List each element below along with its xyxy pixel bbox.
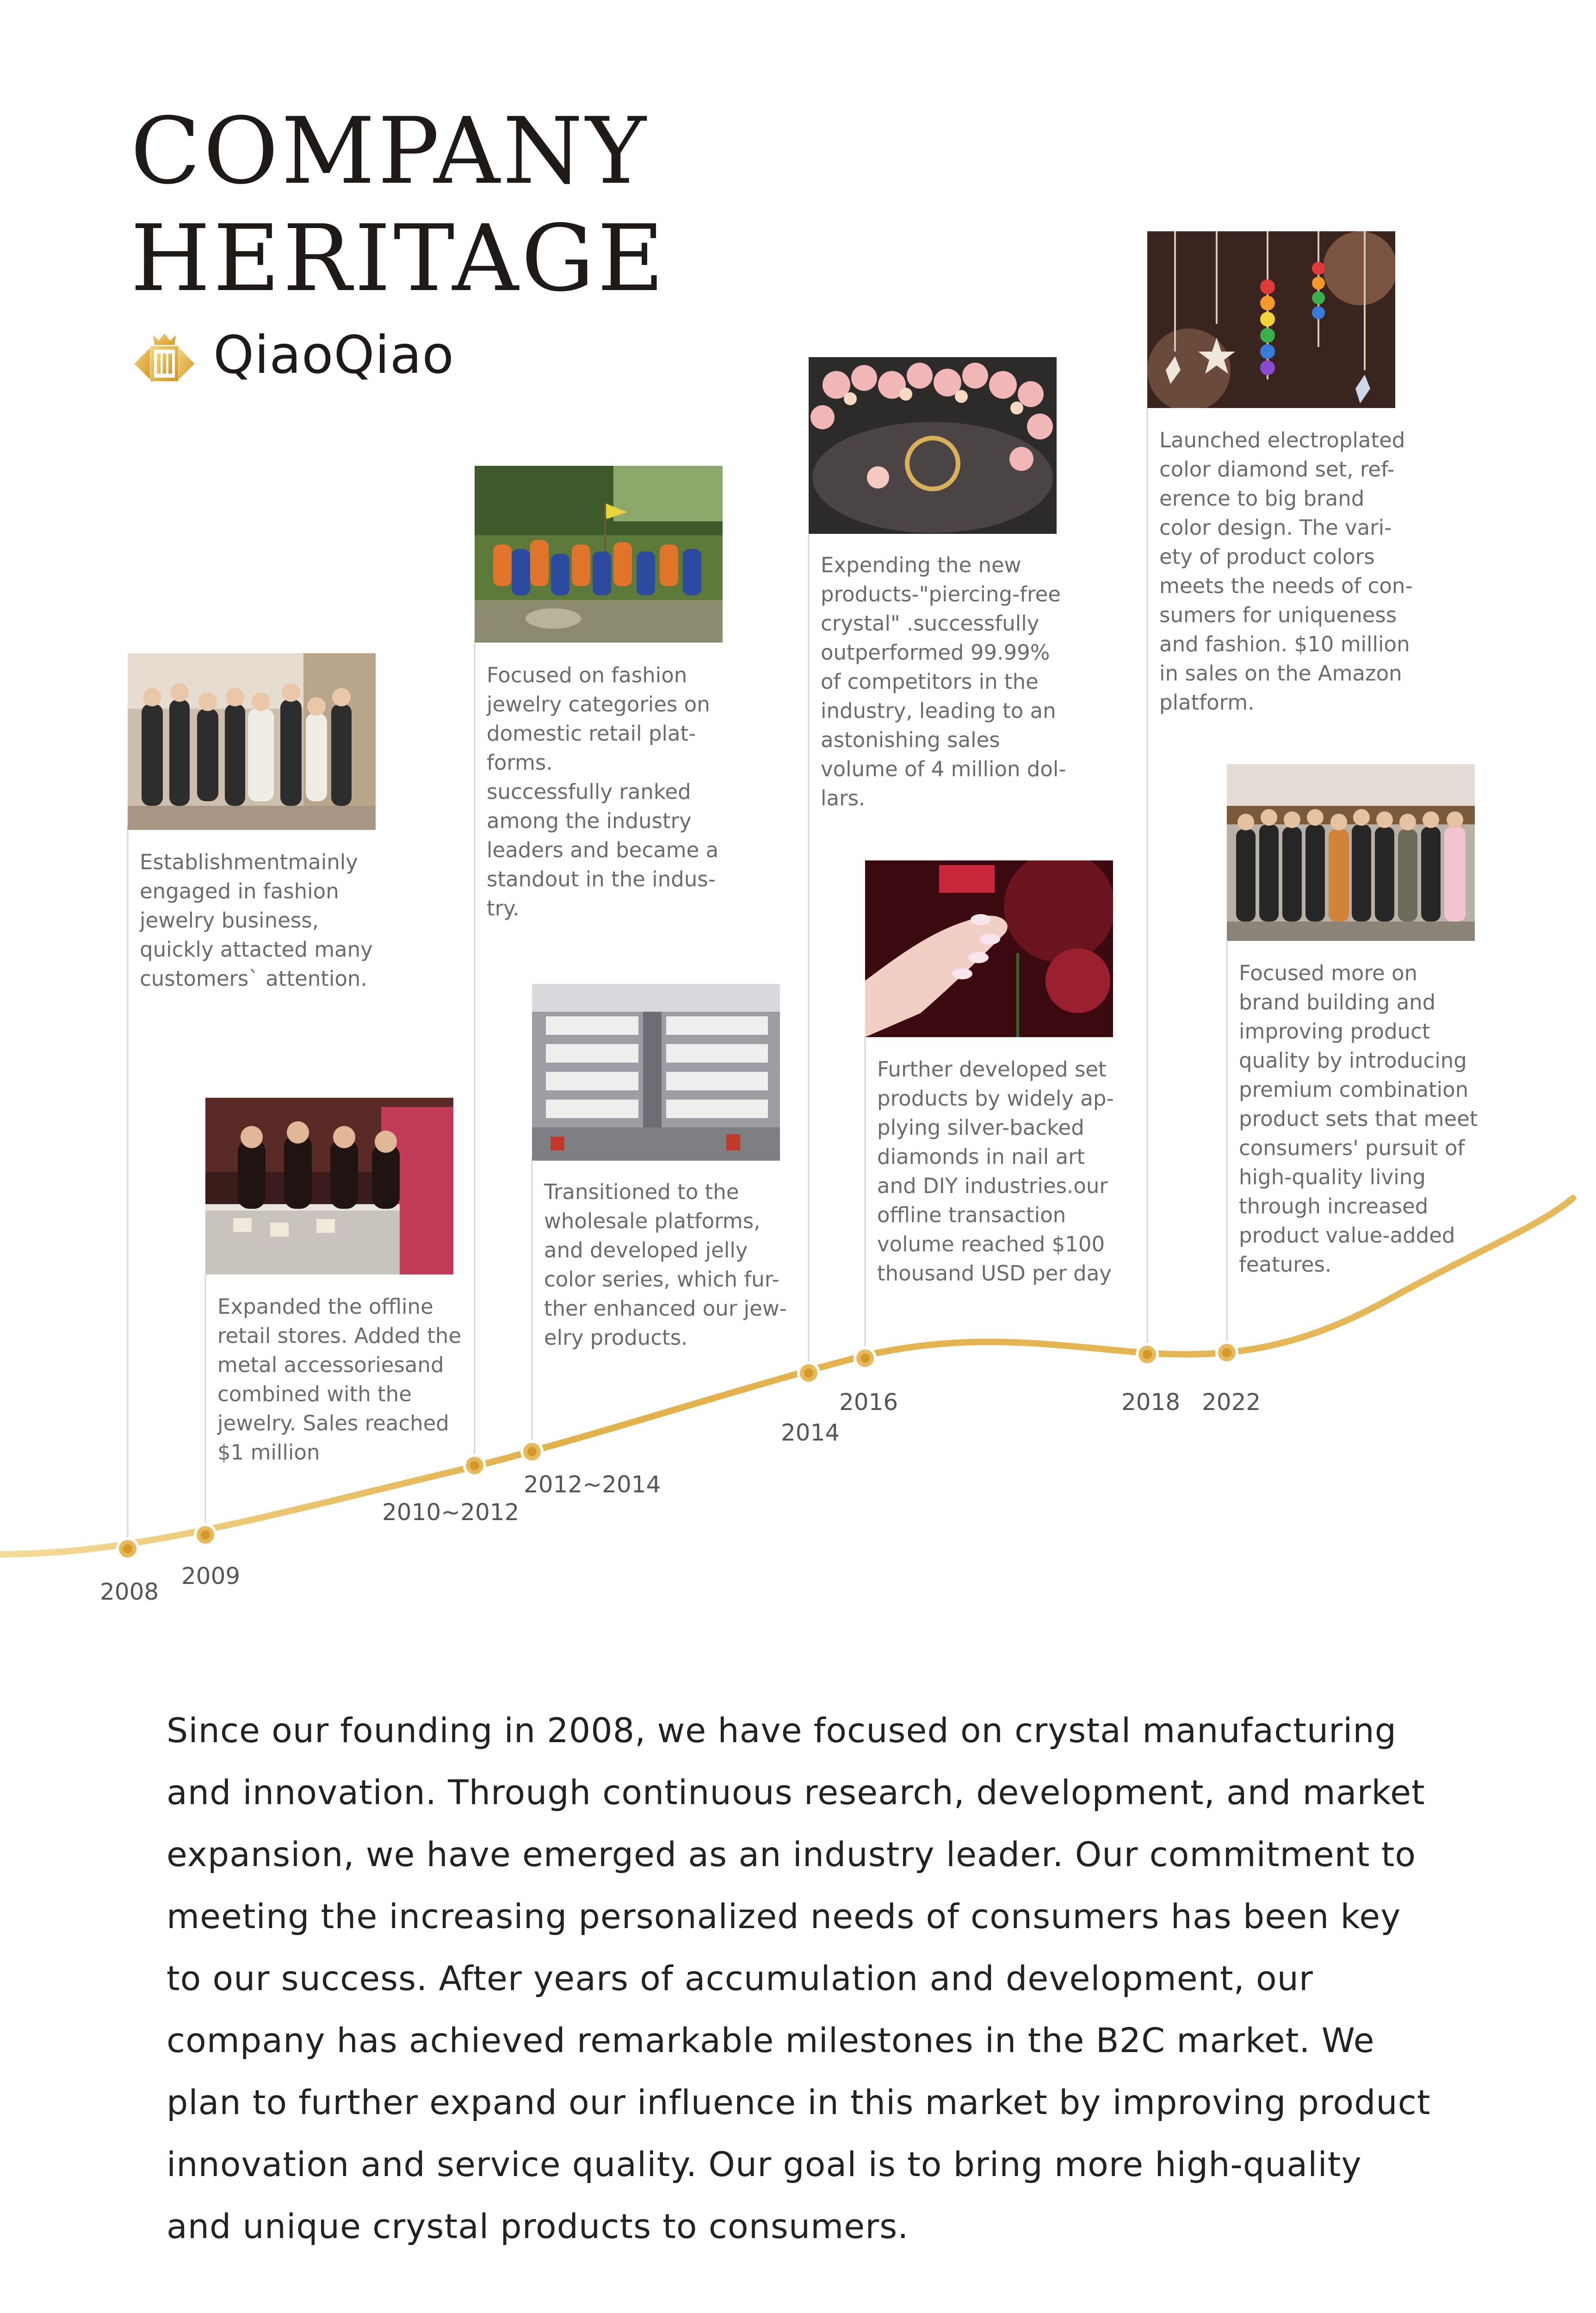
year-label-2012-2014: 2012~2014 bbox=[524, 1471, 661, 1498]
retail-store-counter-photo bbox=[205, 1098, 453, 1274]
dot-2009 bbox=[195, 1525, 216, 1545]
year-label-2016: 2016 bbox=[839, 1389, 898, 1416]
nail-art-photo bbox=[865, 860, 1113, 1037]
dot-2012 bbox=[522, 1441, 542, 1462]
company-team-photo bbox=[1227, 764, 1475, 941]
dot-2014 bbox=[798, 1363, 819, 1383]
outdoor-team-photo bbox=[475, 466, 723, 643]
milestone-2012-2014-description: Transitioned to the wholesale platforms, and developed jelly color series, which fur- ther enhanced our jew- elry products. bbox=[544, 1180, 787, 1350]
year-label-2010-2012: 2010~2012 bbox=[382, 1499, 520, 1526]
milestone-2022-description: Focused more on brand building and improving product quality by introducing premium combination product sets that meet consumers' pursuit of high-quality living through increased product value-added features. bbox=[1239, 961, 1478, 1277]
page-title-line-1: COMPANY bbox=[130, 98, 649, 204]
dot-2008 bbox=[118, 1539, 138, 1559]
milestone-2009-description: Expanded the offline retail stores. Added the metal accessoriesand combined with the jewelry. Sales reached $1 million bbox=[217, 1294, 462, 1465]
brand-name: QiaoQiao bbox=[213, 325, 454, 385]
milestone-2016-description: Further developed set products by widely ap- plying silver-backed diamonds in nail art and DIY industries.our offline transaction volume reached $100 thousand USD per day bbox=[877, 1057, 1114, 1286]
milestone-2010-2012-description: Focused on fashion jewelry categories on domestic retail plat- forms. successfully ranked among the industry leaders and became a standout in the indus- try. bbox=[487, 663, 719, 921]
milestone-2014-description: Expending the new products-"piercing-free crystal" .successfully outperformed 99.99% of competitors in the industry, leading to an astonishing sales volume of 4 million dol- lars. bbox=[821, 553, 1066, 810]
pink-crystal-bracelet-photo bbox=[809, 357, 1057, 534]
year-label-2014: 2014 bbox=[781, 1419, 840, 1446]
warehouse-shelves-photo bbox=[532, 984, 780, 1161]
dot-2018 bbox=[1137, 1344, 1157, 1365]
year-label-2022: 2022 bbox=[1202, 1389, 1261, 1416]
page-title-line-2: HERITAGE bbox=[130, 205, 667, 312]
hanging-crystal-pendants-photo bbox=[1147, 231, 1395, 408]
year-label-2018: 2018 bbox=[1121, 1389, 1181, 1416]
milestone-2008-description: Establishmentmainly engaged in fashion jewelry business, quickly attacted many customers` attention. bbox=[140, 850, 373, 991]
year-label-2008: 2008 bbox=[100, 1578, 159, 1605]
milestone-2018-description: Launched electroplated color diamond set, ref- erence to big brand color design. The vari- ety of product colors meets the needs of con- sumers for uniqueness and fashion. $10 million in sales on the Amazon platform. bbox=[1159, 428, 1413, 715]
dot-2022 bbox=[1217, 1342, 1237, 1363]
team-group-photo bbox=[128, 653, 376, 830]
dot-2016 bbox=[855, 1348, 875, 1368]
company-story-paragraph: Since our founding in 2008, we have focused on crystal manufacturing and innovation. Through continuous research, development, and market expansion, we have emerged as an industry leader. Our commitment to meeting the increasing personalized needs of consumers has been key to our success. After years of accumulation and development, our company has achieved remarkable milestones in the B2C market. We plan to further expand our influence in this market by improving product innovation and service quality. Our goal is to bring more high-quality and unique crystal products to consumers. bbox=[167, 1711, 1431, 2246]
year-label-2009: 2009 bbox=[181, 1563, 241, 1589]
dot-2010 bbox=[464, 1455, 485, 1476]
